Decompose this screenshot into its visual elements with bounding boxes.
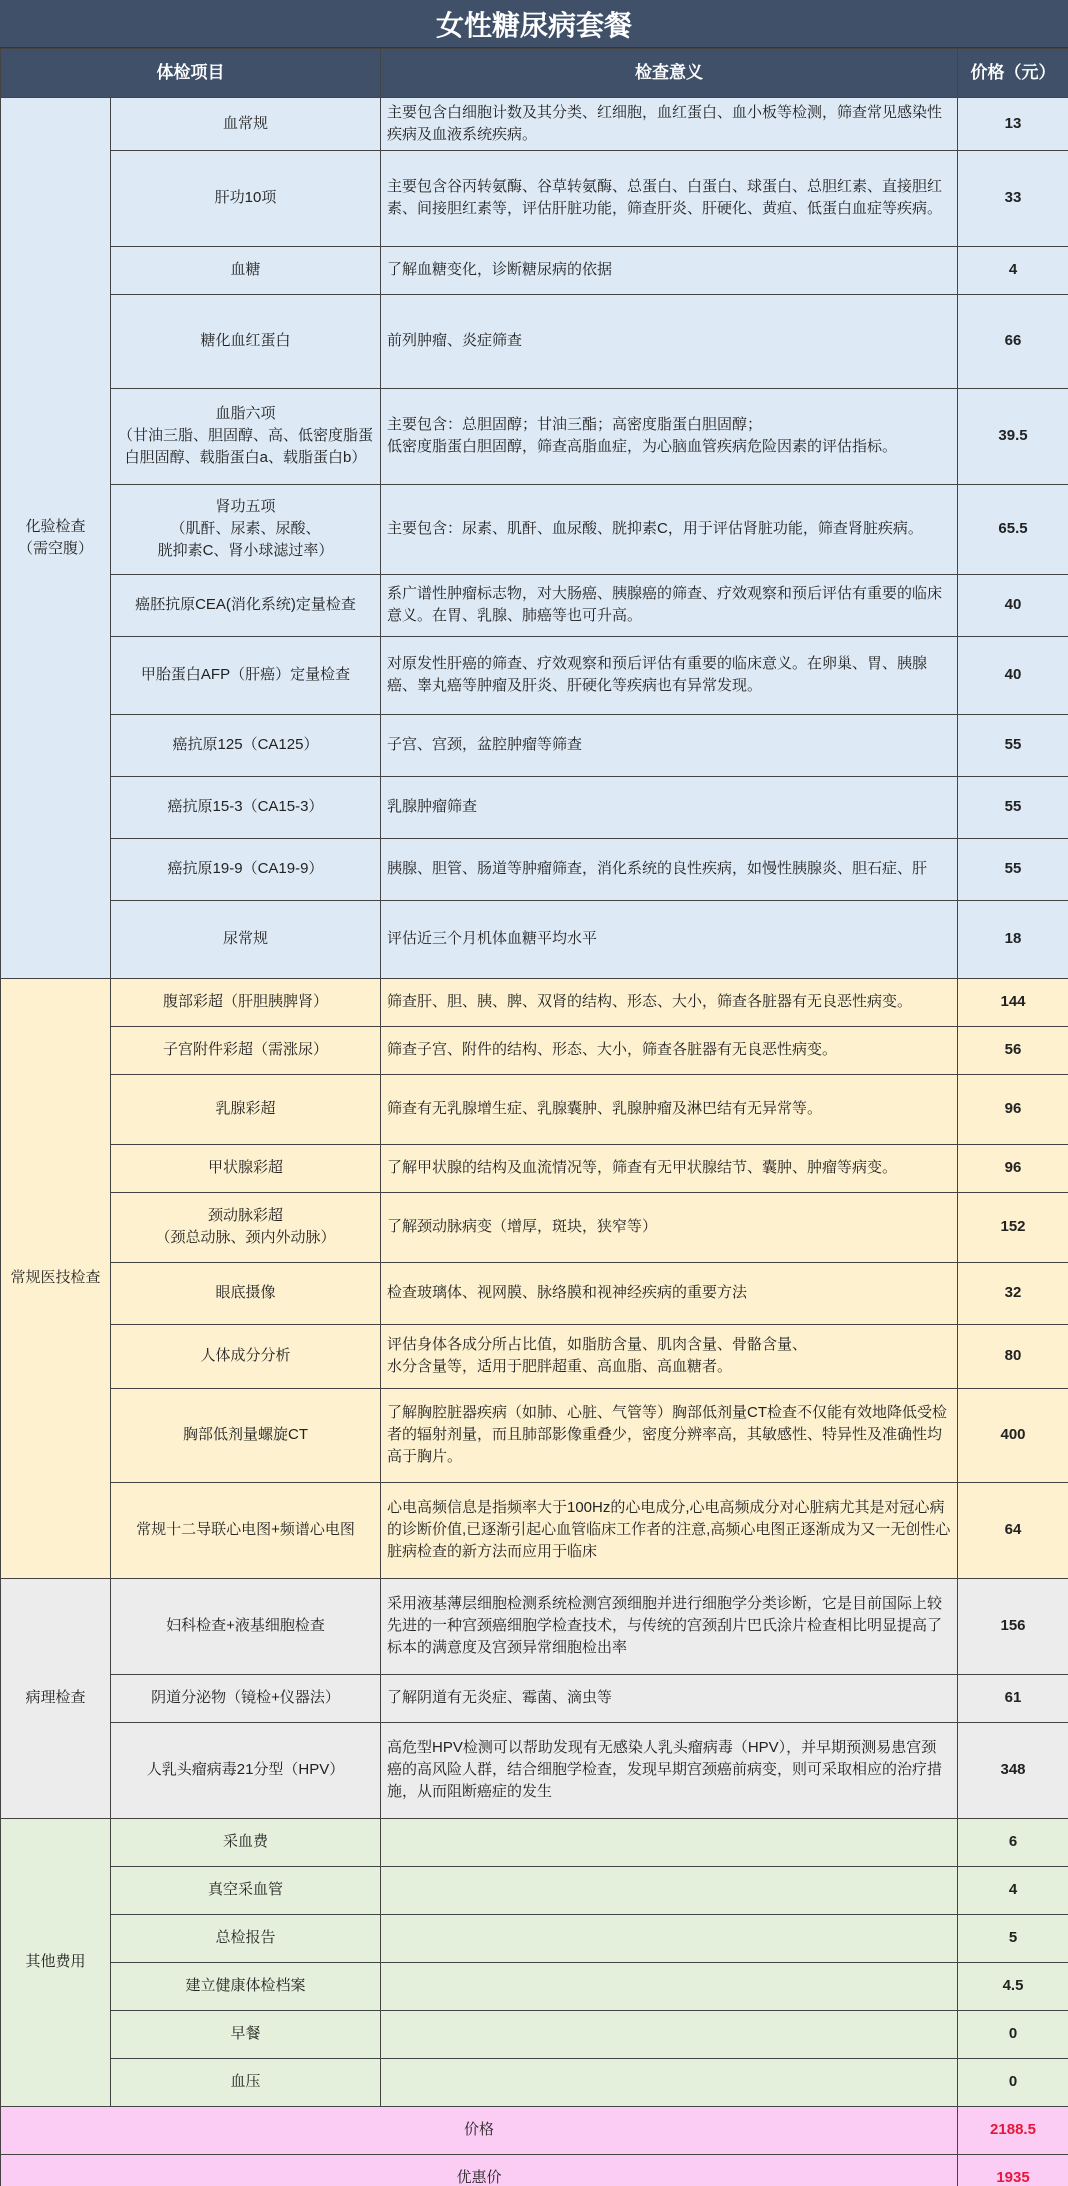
exam-item-price: 5 (958, 1914, 1068, 1962)
table-row (1, 388, 1068, 484)
exam-item-price: 18 (958, 900, 1068, 978)
table-row (1, 574, 1068, 636)
category-pathology: 病理检查 (1, 1578, 111, 1818)
exam-item-price: 152 (958, 1192, 1068, 1262)
exam-item-price: 4 (958, 246, 1068, 294)
exam-item-name: 血糖 (111, 246, 381, 294)
exam-item-price: 55 (958, 714, 1068, 776)
table-row (1, 1482, 1068, 1578)
exam-item-name: 腹部彩超（肝胆胰脾肾） (111, 978, 381, 1026)
exam-item-meaning (381, 2010, 958, 2058)
exam-item-meaning (381, 1914, 958, 1962)
exam-item-meaning: 对原发性肝癌的筛查、疗效观察和预后评估有重要的临床意义。在卵巢、胃、胰腺癌、睾丸癌等肿瘤及肝炎、肝硬化等疾病也有异常发现。 (381, 636, 958, 714)
exam-item-meaning: 检查玻璃体、视网膜、脉络膜和视神经疾病的重要方法 (381, 1262, 958, 1324)
exam-item-name: 尿常规 (111, 900, 381, 978)
exam-item-name: 早餐 (111, 2010, 381, 2058)
exam-item-name: 甲胎蛋白AFP（肝癌）定量检查 (111, 636, 381, 714)
exam-item-meaning: 前列肿瘤、炎症筛查 (381, 294, 958, 388)
table-row (1, 484, 1068, 574)
exam-item-price: 400 (958, 1388, 1068, 1482)
exam-item-meaning (381, 1866, 958, 1914)
table-row (1, 2010, 1068, 2058)
exam-item-name: 人乳头瘤病毒21分型（HPV） (111, 1722, 381, 1818)
exam-item-meaning (381, 1818, 958, 1866)
exam-item-name: 胸部低剂量螺旋CT (111, 1388, 381, 1482)
header-price: 价格（元） (958, 49, 1068, 98)
exam-item-meaning (381, 1962, 958, 2010)
exam-item-meaning: 子宫、宫颈，盆腔肿瘤等筛查 (381, 714, 958, 776)
exam-item-price: 6 (958, 1818, 1068, 1866)
exam-item-meaning: 筛查子宫、附件的结构、形态、大小，筛查各脏器有无良恶性病变。 (381, 1026, 958, 1074)
table-row (1, 1962, 1068, 2010)
table-row (1, 900, 1068, 978)
category-imaging: 常规医技检查 (1, 978, 111, 1578)
category-lab: 化验检查 （需空腹） (1, 98, 111, 979)
exam-item-meaning: 乳腺肿瘤筛查 (381, 776, 958, 838)
table-row (1, 1914, 1068, 1962)
exam-item-price: 64 (958, 1482, 1068, 1578)
exam-item-meaning: 主要包含：总胆固醇；甘油三酯；高密度脂蛋白胆固醇； 低密度脂蛋白胆固醇，筛查高脂血症，为心脑血管疾病危险因素的评估指标。 (381, 388, 958, 484)
exam-item-name: 采血费 (111, 1818, 381, 1866)
exam-item-name: 肝功10项 (111, 150, 381, 246)
table-row (1, 246, 1068, 294)
table-row (1, 714, 1068, 776)
exam-item-price: 156 (958, 1578, 1068, 1674)
table-row (1, 1388, 1068, 1482)
exam-item-name: 人体成分分析 (111, 1324, 381, 1388)
exam-item-name: 癌抗原15-3（CA15-3） (111, 776, 381, 838)
exam-item-name: 阴道分泌物（镜检+仪器法） (111, 1674, 381, 1722)
header-meaning: 检查意义 (381, 49, 958, 98)
exam-item-name: 癌抗原125（CA125） (111, 714, 381, 776)
table-row (1, 636, 1068, 714)
exam-item-price: 96 (958, 1074, 1068, 1144)
exam-item-price: 40 (958, 636, 1068, 714)
exam-item-name: 子宫附件彩超（需涨尿） (111, 1026, 381, 1074)
table-row (1, 2058, 1068, 2106)
exam-item-price: 39.5 (958, 388, 1068, 484)
exam-item-price: 4 (958, 1866, 1068, 1914)
exam-table (0, 48, 1068, 2186)
exam-item-price: 144 (958, 978, 1068, 1026)
exam-item-price: 32 (958, 1262, 1068, 1324)
table-row (1, 776, 1068, 838)
exam-item-meaning: 主要包含谷丙转氨酶、谷草转氨酶、总蛋白、白蛋白、球蛋白、总胆红素、直接胆红素、间接胆红素等，评估肝脏功能，筛查肝炎、肝硬化、黄疸、低蛋白血症等疾病。 (381, 150, 958, 246)
exam-item-meaning: 高危型HPV检测可以帮助发现有无感染人乳头瘤病毒（HPV），并早期预测易患宫颈癌的高风险人群，结合细胞学检查，发现早期宫颈癌前病变，则可采取相应的治疗措施，从而阻断癌症的发生 (381, 1722, 958, 1818)
exam-item-price: 66 (958, 294, 1068, 388)
discount-price-row (1, 2154, 1068, 2186)
exam-item-price: 348 (958, 1722, 1068, 1818)
total-price-label: 价格 (1, 2106, 958, 2154)
total-price-row (1, 2106, 1068, 2154)
exam-item-meaning: 了解血糖变化，诊断糖尿病的依据 (381, 246, 958, 294)
exam-item-price: 0 (958, 2058, 1068, 2106)
exam-item-name: 癌胚抗原CEA(消化系统)定量检查 (111, 574, 381, 636)
exam-item-price: 80 (958, 1324, 1068, 1388)
table-row (1, 1192, 1068, 1262)
exam-item-price: 56 (958, 1026, 1068, 1074)
header-item: 体检项目 (1, 49, 381, 98)
exam-item-name: 血压 (111, 2058, 381, 2106)
table-row (1, 1722, 1068, 1818)
exam-item-name: 血常规 (111, 98, 381, 151)
exam-item-name: 颈动脉彩超 （颈总动脉、颈内外动脉） (111, 1192, 381, 1262)
table-row (1, 294, 1068, 388)
table-row (1, 1866, 1068, 1914)
table-body (1, 98, 1068, 2186)
exam-item-price: 33 (958, 150, 1068, 246)
exam-item-meaning: 筛查肝、胆、胰、脾、双肾的结构、形态、大小，筛查各脏器有无良恶性病变。 (381, 978, 958, 1026)
exam-item-meaning: 心电高频信息是指频率大于100Hz的心电成分,心电高频成分对心脏病尤其是对冠心病的诊断价值,已逐渐引起心血管临床工作者的注意,高频心电图正逐渐成为又一无创性心脏病检查的新方法而应用于临床 (381, 1482, 958, 1578)
table-row (1, 1674, 1068, 1722)
table-row (1, 1026, 1068, 1074)
exam-item-price: 61 (958, 1674, 1068, 1722)
exam-item-meaning: 胰腺、胆管、肠道等肿瘤筛查，消化系统的良性疾病，如慢性胰腺炎、胆石症、肝 (381, 838, 958, 900)
exam-item-price: 55 (958, 776, 1068, 838)
exam-item-meaning: 了解阴道有无炎症、霉菌、滴虫等 (381, 1674, 958, 1722)
exam-item-name: 妇科检查+液基细胞检查 (111, 1578, 381, 1674)
table-row (1, 98, 1068, 151)
table-row (1, 838, 1068, 900)
exam-item-meaning: 系广谱性肿瘤标志物，对大肠癌、胰腺癌的筛查、疗效观察和预后评估有重要的临床意义。在胃、乳腺、肺癌等也可升高。 (381, 574, 958, 636)
table-row (1, 1262, 1068, 1324)
exam-item-meaning: 采用液基薄层细胞检测系统检测宫颈细胞并进行细胞学分类诊断，它是目前国际上较先进的一种宫颈癌细胞学检查技术，与传统的宫颈刮片巴氏涂片检查相比明显提高了标本的满意度及宫颈异常细胞检出率 (381, 1578, 958, 1674)
exam-item-name: 糖化血红蛋白 (111, 294, 381, 388)
exam-item-meaning: 主要包含：尿素、肌酐、血尿酸、胱抑素C，用于评估肾脏功能，筛查肾脏疾病。 (381, 484, 958, 574)
exam-item-name: 甲状腺彩超 (111, 1144, 381, 1192)
exam-item-name: 血脂六项 （甘油三脂、胆固醇、高、低密度脂蛋白胆固醇、载脂蛋白a、载脂蛋白b） (111, 388, 381, 484)
table-row (1, 1818, 1068, 1866)
exam-item-price: 13 (958, 98, 1068, 151)
discount-price-value: 1935 (958, 2154, 1068, 2186)
exam-item-price: 65.5 (958, 484, 1068, 574)
exam-item-price: 55 (958, 838, 1068, 900)
table-row (1, 978, 1068, 1026)
exam-item-meaning: 筛查有无乳腺增生症、乳腺囊肿、乳腺肿瘤及淋巴结有无异常等。 (381, 1074, 958, 1144)
exam-item-name: 真空采血管 (111, 1866, 381, 1914)
exam-item-name: 眼底摄像 (111, 1262, 381, 1324)
exam-item-meaning: 评估近三个月机体血糖平均水平 (381, 900, 958, 978)
exam-item-meaning: 评估身体各成分所占比值，如脂肪含量、肌肉含量、骨骼含量、 水分含量等，适用于肥胖超重、高血脂、高血糖者。 (381, 1324, 958, 1388)
exam-item-name: 肾功五项 （肌酐、尿素、尿酸、 胱抑素C、肾小球滤过率） (111, 484, 381, 574)
category-other: 其他费用 (1, 1818, 111, 2106)
table-row (1, 1578, 1068, 1674)
table-row (1, 1074, 1068, 1144)
exam-item-name: 癌抗原19-9（CA19-9） (111, 838, 381, 900)
exam-item-meaning: 了解甲状腺的结构及血流情况等，筛查有无甲状腺结节、囊肿、肿瘤等病变。 (381, 1144, 958, 1192)
table-header-row (1, 49, 1068, 98)
table-row (1, 1324, 1068, 1388)
table-row (1, 1144, 1068, 1192)
table-row (1, 150, 1068, 246)
exam-item-name: 建立健康体检档案 (111, 1962, 381, 2010)
exam-item-price: 96 (958, 1144, 1068, 1192)
exam-item-price: 4.5 (958, 1962, 1068, 2010)
exam-item-name: 总检报告 (111, 1914, 381, 1962)
discount-price-label: 优惠价 (1, 2154, 958, 2186)
exam-item-meaning: 了解颈动脉病变（增厚，斑块，狭窄等） (381, 1192, 958, 1262)
exam-item-name: 常规十二导联心电图+频谱心电图 (111, 1482, 381, 1578)
exam-item-meaning: 主要包含白细胞计数及其分类、红细胞，血红蛋白、血小板等检测，筛查常见感染性疾病及血液系统疾病。 (381, 98, 958, 151)
exam-item-price: 40 (958, 574, 1068, 636)
total-price-value: 2188.5 (958, 2106, 1068, 2154)
exam-item-meaning (381, 2058, 958, 2106)
exam-item-price: 0 (958, 2010, 1068, 2058)
exam-item-meaning: 了解胸腔脏器疾病（如肺、心脏、气管等）胸部低剂量CT检查不仅能有效地降低受检者的辐射剂量，而且肺部影像重叠少，密度分辨率高，其敏感性、特异性及准确性均高于胸片。 (381, 1388, 958, 1482)
page-title: 女性糖尿病套餐 (0, 0, 1068, 48)
exam-item-name: 乳腺彩超 (111, 1074, 381, 1144)
